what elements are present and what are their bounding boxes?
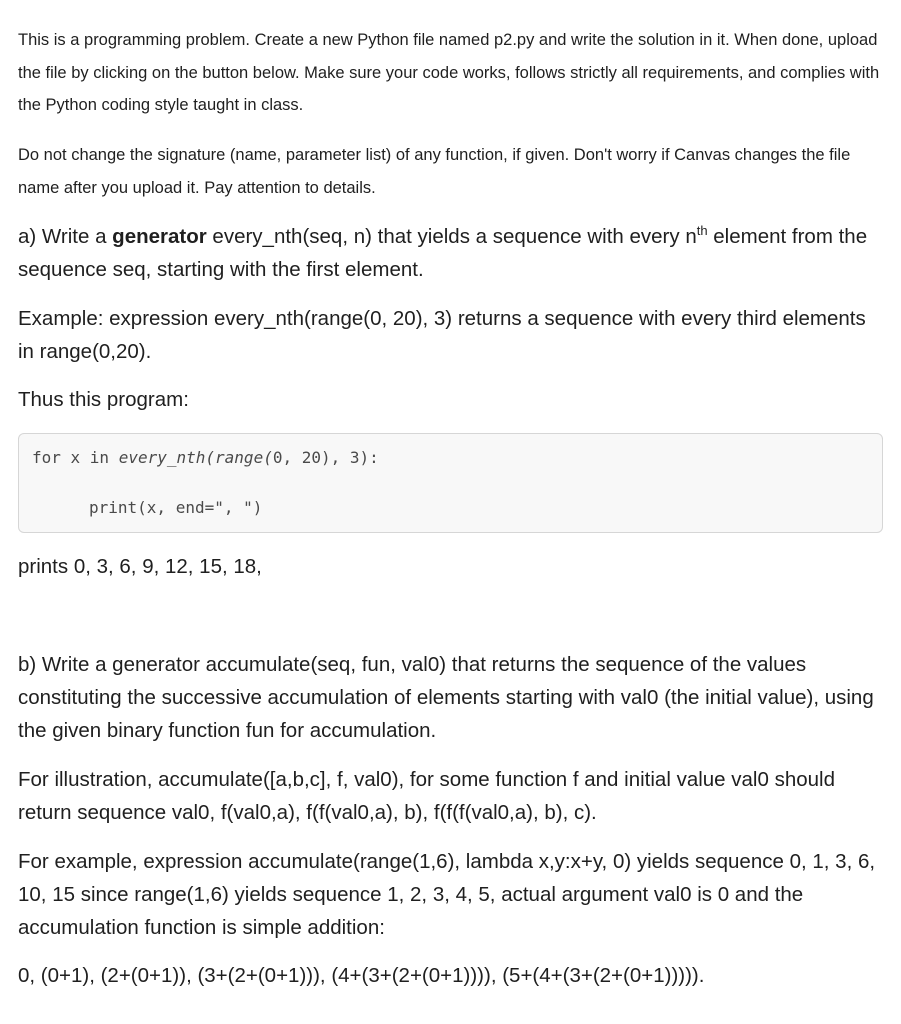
part-a-example: Example: expression every_nth(range(0, 20), 3) returns a sequence with every third elements in range(0,20). (18, 307, 866, 363)
part-a-bold-generator: generator (112, 225, 207, 248)
code-line-2: print(x, end=", ") (89, 498, 263, 517)
code-line-1-italic: every_nth(range( (118, 448, 273, 467)
part-a-output: prints 0, 3, 6, 9, 12, 15, 18, (18, 555, 262, 578)
intro-paragraph-1: This is a programming problem. Create a new Python file named p2.py and write the solution in it. When done, upload the file by clicking on the button below. Make sure your code works, follows strictly all requirements, and complies with the Python coding style taught in class. (18, 31, 880, 114)
part-a-description (18, 220, 887, 286)
part-a-superscript: th (696, 223, 708, 238)
code-line-1-keyword: for x in (32, 448, 119, 467)
part-b-illustration: For illustration, accumulate([a,b,c], f, val0), for some function f and initial value val0 should return sequence val0, f(val0,a), f(f(val0,a), b), f(f(f(val0,a), b), c). (18, 768, 835, 824)
part-a-suffix: element from the sequence seq, starting with the first element. (18, 225, 868, 281)
part-a-prefix: a) Write a (18, 225, 113, 248)
part-a-middle: every_nth(seq, n) that yields a sequence with every n (206, 225, 697, 248)
part-a-thus: Thus this program: (18, 388, 189, 411)
part-b-example: For example, expression accumulate(range(1,6), lambda x,y:x+y, 0) yields sequence 0, 1, 3, 6, 10, 15 since range(1,6) yields sequence 1, 2, 3, 4, 5, actual argument val0 is 0 and the accumulation function is simple addition: (18, 850, 876, 939)
code-line-1-rest: 0, 20), 3): (272, 448, 379, 467)
part-b-expansion: 0, (0+1), (2+(0+1)), (3+(2+(0+1))), (4+(3+(2+(0+1)))), (5+(4+(3+(2+(0+1))))). (18, 964, 705, 987)
intro-paragraph-2: Do not change the signature (name, parameter list) of any function, if given. Don't worry if Canvas changes the file name after you upload it. Pay attention to details. (18, 146, 851, 197)
code-block (18, 433, 883, 533)
part-b-intro: b) Write a generator accumulate(seq, fun, val0) that returns the sequence of the values constituting the successive accumulation of elements starting with val0 (the initial value), using the given binary function fun for accumulation. (18, 653, 874, 742)
code-line-1 (32, 448, 379, 467)
